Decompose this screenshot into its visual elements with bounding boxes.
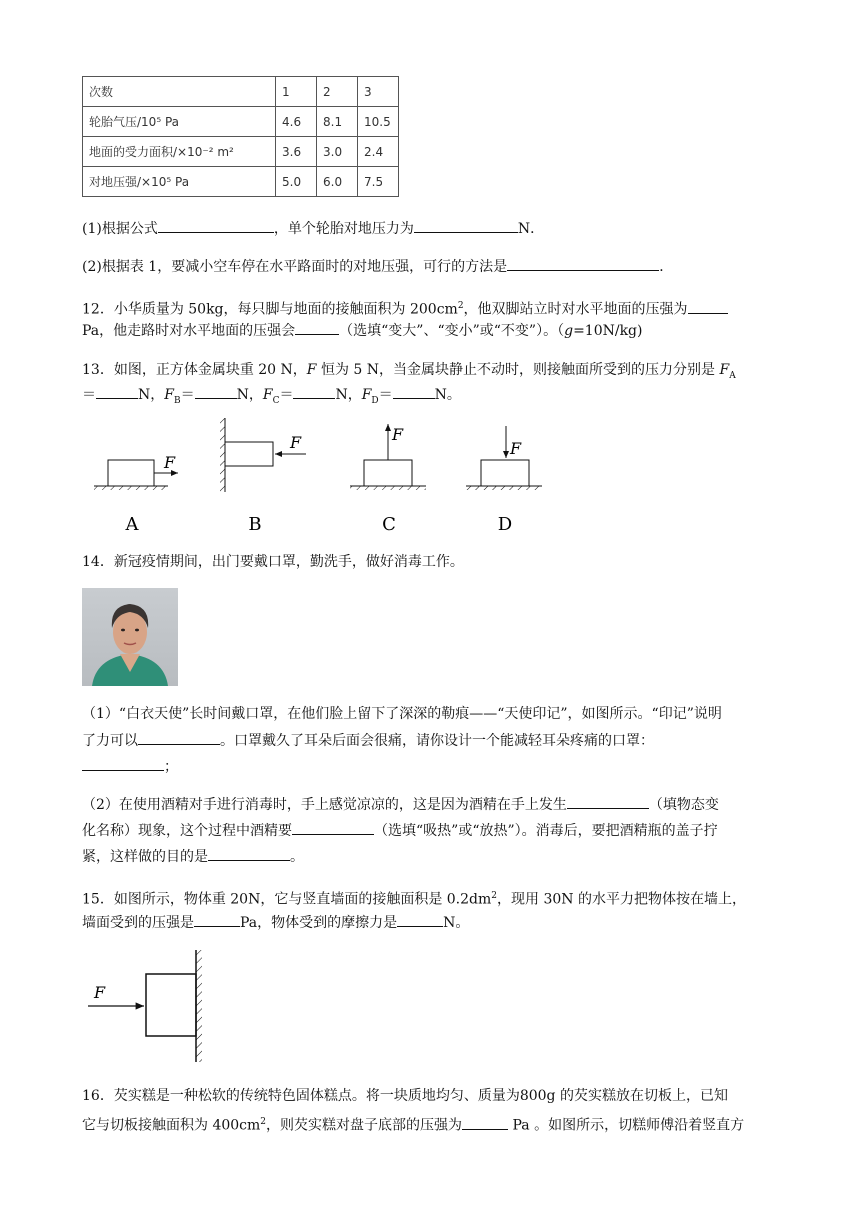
table-cell: 轮胎气压/10⁵ Pa [83,107,276,137]
q13-line1 [82,360,736,386]
text: 恒为 5 N，当金属块静止不动时，则接触面所受到的压力分别是 [316,362,720,378]
q15-line2 [82,912,469,933]
table-row [83,107,399,137]
text: ＝ [279,387,294,403]
answer-blank[interactable] [414,218,518,233]
text: ． [659,259,674,275]
q14-p2-line3 [82,846,304,867]
text: 的芡实糕放在切板上，已知 [555,1088,728,1104]
q14-p2-line2 [82,820,718,841]
table-cell: 次数 [83,77,276,107]
subscript: A [729,370,736,381]
superscript: 2 [260,1117,267,1127]
table-cell: 地面的受力面积/×10⁻² m² [83,137,276,167]
text: ，单个轮胎对地压力为 [273,221,414,237]
text: 13．如图，正方体金属块重 20 N， [82,362,307,378]
table-cell: 4.6 [276,107,317,137]
force-label: F [510,439,522,458]
text: (2)根据表 1，要减小空车停在水平路面时的对地压强，可行的方法是 [82,259,508,275]
table-cell: 1 [276,77,317,107]
table-row [83,167,399,197]
answer-blank[interactable] [688,299,728,314]
text: F [361,387,372,403]
q11-part2 [82,256,673,277]
text: F [306,362,317,378]
answer-blank[interactable] [292,820,374,835]
table-cell: 5.0 [276,167,317,197]
table-cell: 2.4 [358,137,399,167]
subscript: C [272,395,280,406]
q16-line1 [82,1086,728,1106]
q14-p1-line1: （1）“白衣天使”长时间戴口罩，在他们脸上留下了深深的勒痕——“天使印记”，如图所示。“印记”说明 [82,706,722,722]
text: N， [138,387,165,403]
table-cell: 7.5 [358,167,399,197]
nurse-portrait-image [82,588,178,686]
text: 了力可以 [82,733,138,749]
text: N， [236,387,263,403]
text: F [262,387,273,403]
table-cell: 3.6 [276,137,317,167]
text: 800g [519,1088,556,1104]
text: 。口罩戴久了耳朵后面会很痛，请你设计一个能减轻耳朵疼痛的口罩： [220,733,654,749]
text: N。 [443,915,470,931]
text: ＝ [180,387,195,403]
q14-p1-line2 [82,730,654,751]
diagram-label-d: D [497,514,513,535]
q14-p2-line1 [82,794,719,815]
text: 它与切板接触面积为 400cm [82,1117,261,1134]
text: =10N/kg) [573,323,643,339]
text: F [719,362,730,378]
answer-blank[interactable] [138,730,220,745]
force-label: F [94,983,106,1002]
subscript: D [371,395,379,406]
diagram-label-b: B [248,514,262,535]
answer-blank[interactable] [393,384,435,399]
text: F [164,387,174,403]
q14-p1-line3 [82,756,178,777]
force-label: F [164,453,176,472]
portrait-drawing [82,588,178,686]
text: （填物态变 [648,797,719,813]
diagram-label-c: C [382,514,396,535]
diagram-c [350,424,426,490]
answer-blank[interactable] [397,912,443,927]
diagram-b [220,418,306,492]
superscript: 2 [491,891,498,901]
text: N， [335,387,362,403]
text: 墙面受到的压强是 [82,915,194,931]
text: Pa，物体受到的摩擦力是 [240,915,398,931]
q12-line1 [82,296,728,320]
answer-blank[interactable] [82,756,164,771]
q12-line2 [82,320,642,341]
q14-intro: 14．新冠疫情期间，出门要戴口罩，勤洗手，做好消毒工作。 [82,554,464,570]
answer-blank[interactable] [462,1115,508,1130]
diagram-d [466,426,542,490]
answer-blank[interactable] [194,912,240,927]
text: Pa，他走路时对水平地面的压强会 [82,323,296,339]
force-label: F [290,433,302,452]
text: 16．芡实糕是一种松软的传统特色固体糕点。将一块质地均匀、质量为 [82,1088,520,1104]
answer-blank[interactable] [158,218,274,233]
answer-blank[interactable] [195,384,237,399]
table-row [83,137,399,167]
text: 15．如图所示，物体重 20N，它与竖直墙面的接触面积是 0.2dm [82,891,492,908]
diagram-a [94,453,178,490]
text: 。 [290,849,304,865]
force-label: F [392,425,404,444]
table-cell: 3 [358,77,399,107]
q15-wall-diagram [84,948,214,1066]
text: g [564,323,574,339]
text: ＝ [82,387,96,403]
text: (1)根据公式 [82,221,158,237]
q13-line2 [82,384,461,411]
data-table [82,76,399,197]
text: N。 [434,387,461,403]
text: （2）在使用酒精对手进行消毒时，手上感觉凉凉的，这是因为酒精在手上发生 [82,797,567,813]
text: ； [164,759,178,775]
table-cell: 对地压强/×10⁵ Pa [83,167,276,197]
text: N． [517,221,545,237]
q16-line2 [82,1112,744,1136]
table-cell: 3.0 [317,137,358,167]
answer-blank[interactable] [507,256,659,271]
q11-part1 [82,218,544,239]
table-cell: 10.5 [358,107,399,137]
answer-blank[interactable] [208,846,290,861]
text: ＝ [378,387,393,403]
q13-force-diagram [80,410,550,540]
answer-blank[interactable] [567,794,649,809]
text: ，现用 30N 的水平力把物体按在墙上， [497,891,746,908]
text: （选填“变大”、“变小”或“不变”）。（ [339,323,565,339]
subscript: B [173,395,181,406]
table-row [83,77,399,107]
text: （选填“吸热”或“放热”）。消毒后，要把酒精瓶的盖子拧 [374,823,718,839]
text: 紧，这样做的目的是 [82,849,208,865]
table-cell: 8.1 [317,107,358,137]
answer-blank[interactable] [96,384,138,399]
text: 12．小华质量为 50kg，每只脚与地面的接触面积为 200cm [82,301,458,318]
table-cell: 6.0 [317,167,358,197]
table-cell: 2 [317,77,358,107]
text: 化名称）现象，这个过程中酒精要 [82,823,292,839]
diagram-label-a: A [125,514,139,535]
answer-blank[interactable] [295,320,339,335]
superscript: 2 [457,301,464,311]
text: ，他双脚站立时对水平地面的压强为 [463,301,688,318]
answer-blank[interactable] [293,384,335,399]
q15-line1 [82,886,746,910]
text: ，则芡实糕对盘子底部的压强为 [266,1117,463,1134]
text: Pa 。如图所示，切糕师傅沿着竖直方 [508,1117,745,1134]
